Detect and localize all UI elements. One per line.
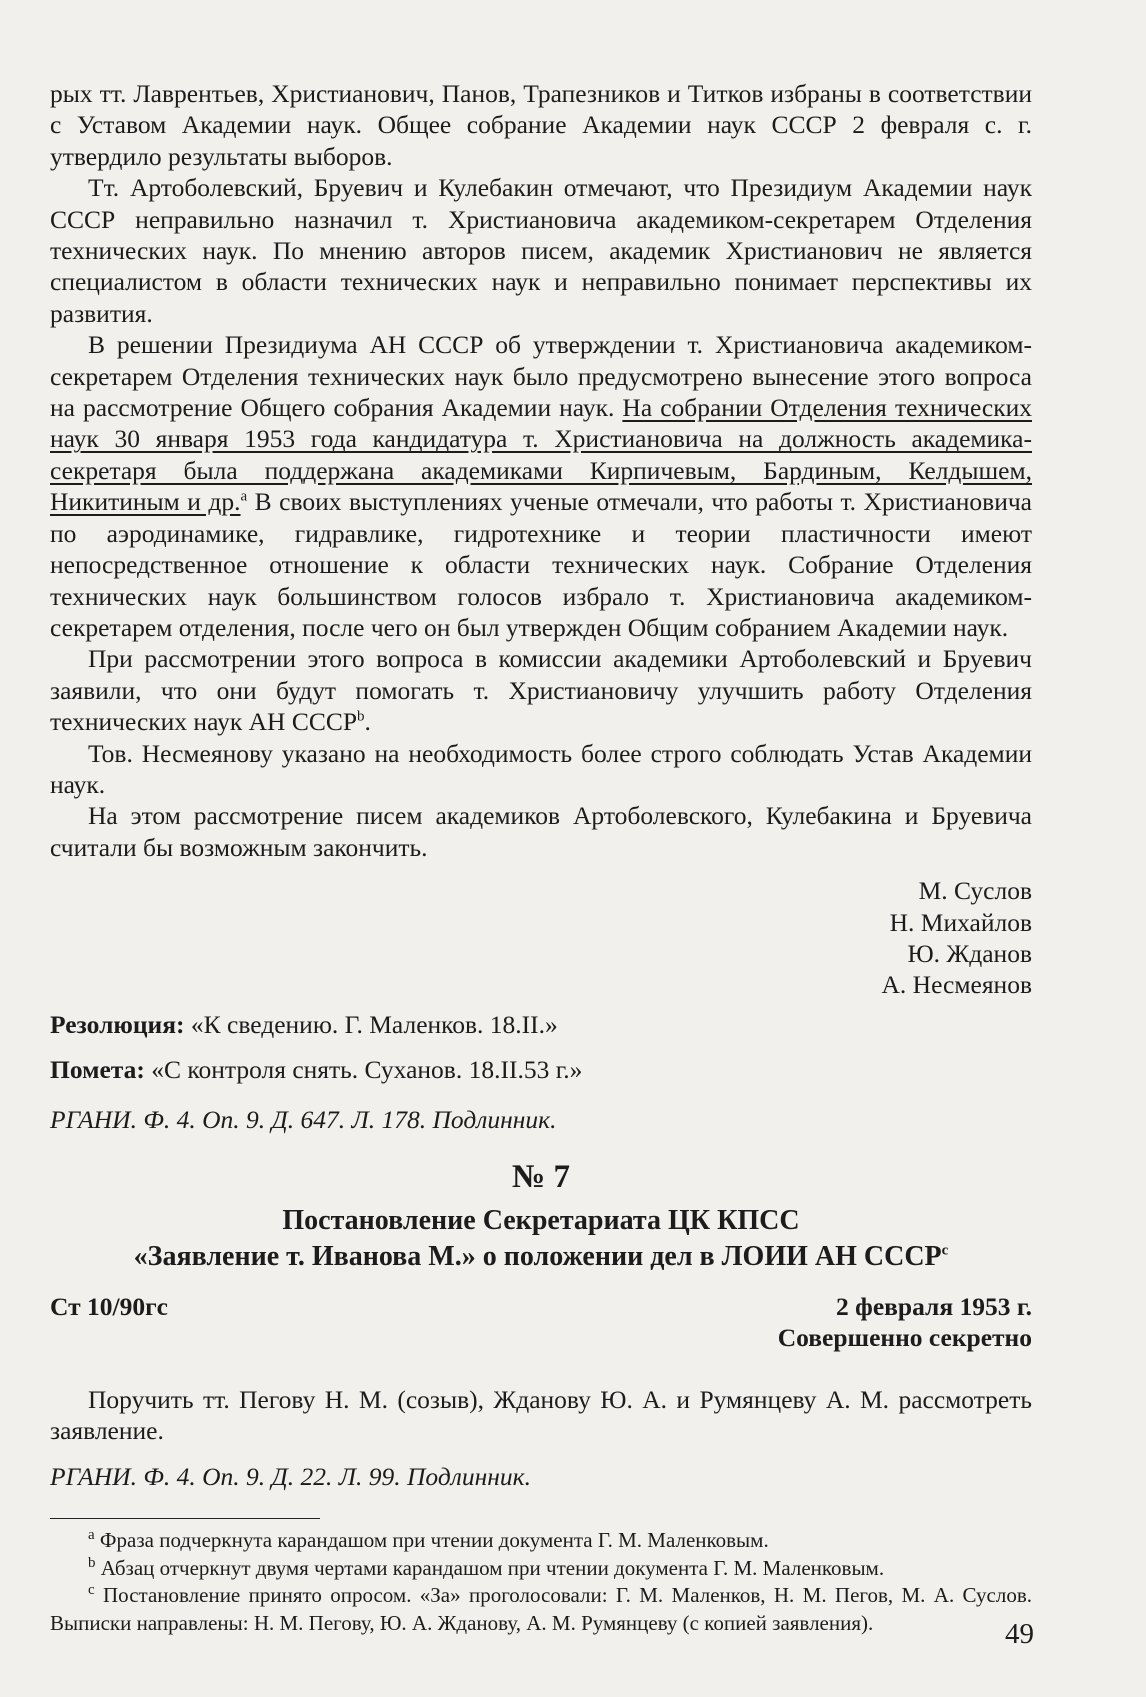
footnote-divider bbox=[50, 1518, 320, 1519]
footnote-mark: b bbox=[88, 1554, 96, 1571]
paragraph-2: Тт. Артоболевский, Бруевич и Кулебакин отмечают, что Президиум Академии наук СССР неправильно назначил т. Христиановича академиком-секретарем Отделения технических наук. По мнению авторов писем, академик Христианович не является специалистом в области технических наук и неправильно понимает перспективы их развития. bbox=[50, 173, 1032, 328]
paragraph-3-end: В своих выступлениях ученые отмечали, что работы т. Христиановича по аэродинамике, гидравлике, гидротехнике и теории пластичности имеют непосредственное отношение к области технических наук. Собрание Отделения технических наук большинством голосов избрало т. Христиановича академиком-секретарем отделения, после чего он был утвержден Общим собранием Академии наук. bbox=[50, 487, 1032, 642]
document-meta bbox=[50, 1291, 1032, 1322]
document-body: Поручить тт. Пегову Н. М. (созыв), Жданову Ю. А. и Румянцеву А. М. рассмотреть заявление. bbox=[50, 1384, 1032, 1446]
note-text: «С контроля снять. Суханов. 18.II.53 г.» bbox=[144, 1055, 583, 1085]
footnotes bbox=[50, 1527, 1032, 1637]
paragraph-3 bbox=[50, 329, 1032, 643]
footnote-text: Фраза подчеркнута карандашом при чтении документа Г. М. Маленковым. bbox=[94, 1528, 769, 1553]
paragraph-4-text: При рассмотрении этого вопроса в комиссии академики Артоболевский и Бруевич заявили, что они будут помогать т. Христиановичу улучшить работу Отделения технических наук АН СССР bbox=[50, 644, 1032, 737]
document-page bbox=[50, 78, 1032, 1637]
paragraph-4: При рассмотрении этого вопроса в комиссии академики Артоболевский и Бруевич заявили, что они будут помогать т. Христиановичу улучшить работу Отделения технических наук АН СССР$^b$. bbox=[50, 644, 1032, 737]
note-label: Помета: bbox=[50, 1055, 145, 1085]
document-number: № 7 bbox=[512, 1159, 570, 1195]
classification-label: Совершенно секретно bbox=[777, 1323, 1032, 1353]
signature: Ю. Жданов bbox=[907, 938, 1032, 968]
footnote-ref-b: b bbox=[357, 708, 365, 725]
document-title-line1: Постановление Секретариата ЦК КПСС bbox=[282, 1205, 800, 1236]
paragraph-6: На этом рассмотрение писем академиков Артоболевского, Кулебакина и Бруевича считали бы возможным закончить. bbox=[50, 801, 1032, 862]
footnote-ref-a: a bbox=[240, 488, 248, 505]
page-number: 49 bbox=[1005, 1618, 1034, 1650]
document-title-line2 bbox=[50, 1239, 1032, 1275]
document-title-line2-text: «Заявление т. Иванова М.» о положении дел в ЛОИИ АН СССР bbox=[133, 1241, 942, 1272]
signature: М. Суслов bbox=[918, 876, 1032, 906]
footnote-a bbox=[50, 1527, 1032, 1555]
document-title bbox=[50, 1203, 1032, 1275]
signature: А. Несмеянов bbox=[881, 970, 1032, 1000]
footnote-ref-c: c bbox=[941, 1242, 949, 1259]
footnote-text: Абзац отчеркнут двумя чертами карандашом при чтении документа Г. М. Маленковым. bbox=[95, 1555, 885, 1580]
resolution-text: «К сведению. Г. Маленков. 18.II.» bbox=[184, 1009, 558, 1039]
signatures bbox=[50, 875, 1032, 1001]
footnote-text: Постановление принято опросом. «За» проголосовали: Г. М. Маленков, Н. М. Пегов, М. А. Суслов. Выписки направлены: Н. М. Пегову, Ю. А. Жданову, А. М. Румянцеву (с копией заявления). bbox=[50, 1583, 1032, 1635]
signature: Н. Михайлов bbox=[889, 907, 1032, 937]
archive-reference: РГАНИ. Ф. 4. Оп. 9. Д. 647. Л. 178. Подлинник. bbox=[50, 1104, 557, 1134]
document-code: Ст 10/90гс bbox=[50, 1292, 168, 1321]
footnote-c bbox=[50, 1582, 1032, 1637]
resolution bbox=[50, 1009, 1032, 1040]
archive-reference-2: РГАНИ. Ф. 4. Оп. 9. Д. 22. Л. 99. Подлинник. bbox=[50, 1461, 531, 1491]
paragraph-1: рых тт. Лаврентьев, Христианович, Панов, Трапезников и Титков избраны в соответствии с Уставом Академии наук. Общее собрание Академии наук СССР 2 февраля с. г. утвердило результаты выборов. bbox=[50, 79, 1032, 171]
underlined-phrase: На собрании Отделения технических наук 30 января 1953 года кандидатура т. Христиановича на должность академика-секретаря была поддержана академиками Кирпичевым, Бардиным, Келдышем, Никитиным и др. bbox=[50, 393, 1032, 517]
paragraph-3-start: В решении Президиума АН СССР об утверждении т. Христиановича академиком-секретарем Отделения технических наук было предусмотрено вынесение этого вопроса на рассмотрение Общего собрания Академии наук. bbox=[50, 330, 1032, 423]
resolution-label: Резолюция: bbox=[50, 1009, 185, 1039]
footnote-mark: a bbox=[88, 1527, 95, 1544]
paragraph-5: Тов. Несмеянову указано на необходимость более строго соблюдать Устав Академии наук. bbox=[50, 738, 1032, 799]
document-date: 2 февраля 1953 г. bbox=[836, 1292, 1032, 1321]
footnote-b bbox=[50, 1555, 1032, 1583]
footnote-mark: c bbox=[88, 1582, 95, 1599]
note bbox=[50, 1054, 1032, 1085]
